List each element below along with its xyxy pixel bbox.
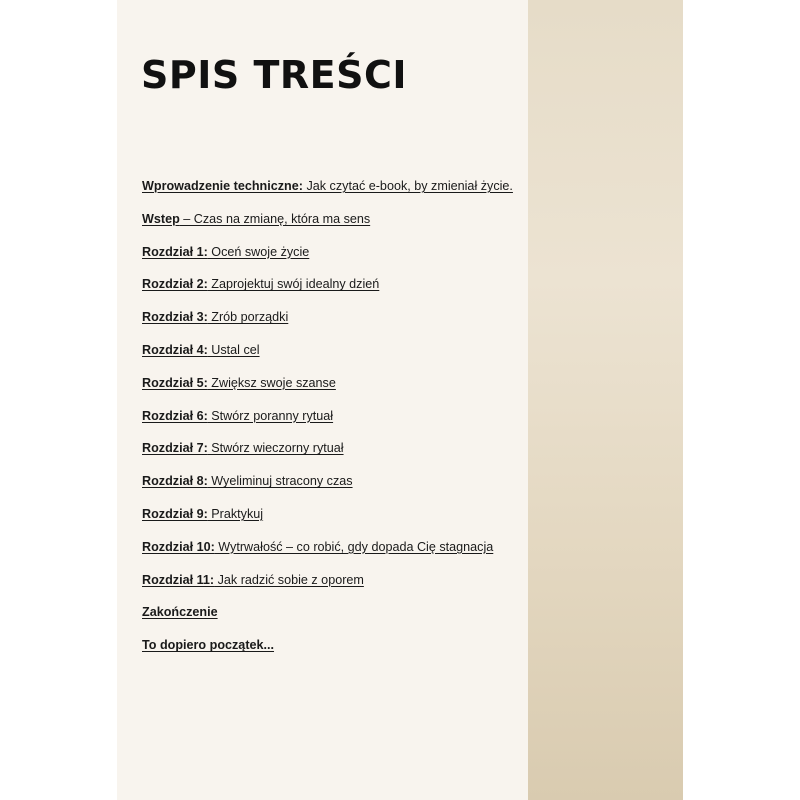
- toc-item: [142, 635, 513, 668]
- toc-link-chapter-10[interactable]: [142, 540, 493, 554]
- toc-item: [142, 504, 513, 537]
- toc-link-just-the-beginning[interactable]: [142, 638, 274, 652]
- toc-item: [142, 537, 513, 570]
- toc-item-label: Rozdział 3:: [142, 310, 208, 325]
- toc-item-label: Zakończenie: [142, 605, 218, 620]
- toc-link-introduction[interactable]: [142, 212, 370, 226]
- toc-item-label: Rozdział 6:: [142, 408, 208, 423]
- toc-item-label: Rozdział 11:: [142, 572, 215, 587]
- toc-item-text: Stwórz poranny rytuał: [207, 408, 334, 423]
- table-of-contents: [142, 176, 513, 668]
- toc-item: [142, 373, 513, 406]
- toc-link-chapter-6[interactable]: [142, 409, 333, 423]
- toc-item-text: Wyeliminuj stracony czas: [207, 474, 353, 489]
- toc-item-label: Rozdział 1:: [142, 244, 208, 259]
- toc-item: [142, 340, 513, 373]
- toc-item: [142, 570, 513, 603]
- toc-item: [142, 602, 513, 635]
- toc-item-label: Rozdział 10:: [142, 539, 215, 554]
- toc-item-text: Praktykuj: [207, 506, 264, 521]
- toc-link-chapter-7[interactable]: [142, 441, 344, 455]
- toc-item: [142, 209, 513, 242]
- decorative-side-panel: [528, 0, 683, 800]
- toc-item-label: Wprowadzenie techniczne:: [142, 179, 303, 193]
- toc-item: [142, 471, 513, 504]
- toc-link-conclusion[interactable]: [142, 605, 218, 619]
- toc-link-chapter-1[interactable]: [142, 245, 309, 259]
- toc-item-text: Stwórz wieczorny rytuał: [207, 441, 344, 456]
- toc-item: [142, 274, 513, 307]
- toc-link-chapter-2[interactable]: [142, 277, 379, 291]
- toc-item-text: Wytrwałość – co robić, gdy dopada Cię stagnacja: [214, 539, 494, 554]
- toc-item-text: Jak czytać e-book, by zmieniał życie.: [302, 179, 513, 193]
- toc-item: [142, 242, 513, 275]
- toc-item-text: Ustal cel: [207, 342, 260, 357]
- toc-link-chapter-5[interactable]: [142, 376, 336, 390]
- toc-item: [142, 307, 513, 340]
- toc-link-chapter-4[interactable]: [142, 343, 260, 357]
- toc-item-label: Rozdział 4:: [142, 342, 208, 357]
- toc-link-chapter-3[interactable]: [142, 310, 288, 324]
- page-title: SPIS TREŚCI: [141, 53, 407, 97]
- toc-item-label: Rozdział 7:: [142, 441, 208, 456]
- toc-item-label: To dopiero początek...: [142, 638, 275, 653]
- toc-item-label: Rozdział 8:: [142, 474, 208, 489]
- toc-item: [142, 438, 513, 471]
- toc-link-chapter-9[interactable]: [142, 507, 263, 521]
- toc-item-text: Oceń swoje życie: [207, 244, 310, 259]
- toc-item-text: Jak radzić sobie z oporem: [214, 572, 364, 587]
- toc-link-chapter-11[interactable]: [142, 573, 364, 587]
- toc-item: [142, 176, 513, 209]
- toc-item: [142, 406, 513, 439]
- toc-item-text: – Czas na zmianę, która ma sens: [179, 211, 371, 226]
- toc-item-label: Wstep: [142, 211, 180, 226]
- toc-item-text: Zrób porządki: [207, 310, 289, 325]
- toc-link-intro-technical[interactable]: [142, 179, 513, 193]
- toc-item-label: Rozdział 5:: [142, 375, 208, 390]
- toc-item-label: Rozdział 2:: [142, 277, 208, 292]
- toc-link-chapter-8[interactable]: [142, 474, 353, 488]
- toc-item-text: Zwiększ swoje szanse: [207, 375, 336, 390]
- toc-item-label: Rozdział 9:: [142, 506, 208, 521]
- toc-item-text: Zaprojektuj swój idealny dzień: [207, 277, 380, 292]
